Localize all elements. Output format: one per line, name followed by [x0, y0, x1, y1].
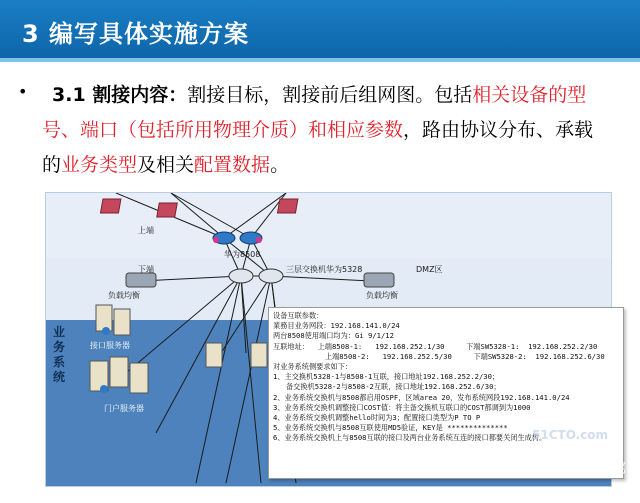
config-panel — [268, 307, 624, 479]
config-line: 互联地址： 上端8508-1: 192.168.252.1/30 下端SW5328-1: 192.168.252.2/30 — [273, 341, 598, 351]
slide-title-bar — [0, 0, 640, 62]
config-line: 上端8508-2: 192.168.252.5/30 下端SW5328-2: 192.168.252.6/30 — [273, 351, 605, 361]
lb-right-label: 负载均衡 — [366, 291, 398, 300]
bullet-marker: • — [18, 82, 28, 101]
portal-server-label: 门户服务器 — [104, 404, 144, 413]
config-line: 设备互联参数： — [273, 311, 324, 320]
highlight-device-params: 相关设备的型号、端口（包括所用物理介质）和相应参数 — [42, 84, 587, 141]
config-line: 1、主交换机5328-1与8508-1互联，接口地址192.168.252.2/30； — [273, 372, 500, 382]
config-line: 4、业务系统交换机调整hello时间为3；配置接口类型为P TO P — [273, 412, 481, 422]
highlight-config-data: 配置数据 — [194, 154, 271, 176]
config-line: 备交换机5328-2与8508-2互联，接口地址192.168.252.6/30； — [273, 382, 501, 392]
switch-label: 三层交换机华为5328 — [286, 265, 363, 274]
config-line: 2、业务系统交换机与8508都启用OSPF，区域area 20，发布系统网段192.168.141.0/24 — [273, 392, 570, 402]
site-watermark: 51CTO.com — [532, 428, 609, 442]
router-label: 华为8508 — [224, 250, 261, 259]
body-paragraph — [42, 78, 602, 183]
config-line: 5、业务系统交换机与8508互联使用MD5验证，KEY是 ************** — [273, 423, 508, 433]
business-system-label: 业务系统 — [53, 325, 66, 384]
config-line: 6、业务系统交换机上与8508互联的接口及两台业务系统互连的接口都要关闭生成树。 — [273, 433, 547, 443]
interface-server-label: 接口服务器 — [90, 341, 130, 350]
slide-title: 3 编写具体实施方案 — [22, 20, 250, 48]
dmz-label: DMZ区 — [416, 265, 443, 274]
config-line: 对业务系统侧要求如下： — [273, 361, 353, 371]
section-heading: 3.1 割接内容： — [52, 84, 188, 106]
zone-upper-label: 上端 — [138, 226, 154, 235]
para-text-4: 。 — [270, 154, 290, 176]
highlight-service-type: 业务类型 — [61, 154, 138, 176]
config-line: 3、业务系统交换机调整接口COST值：将主备交换机互联口的COST都调到为1000 — [273, 402, 531, 412]
zone-lower-label: 下端 — [138, 265, 154, 274]
lb-left-label: 负载均衡 — [108, 291, 140, 300]
source-watermark: 知乎 @网络运维俱乐部 — [471, 460, 626, 478]
para-text-2: ，路由协议分布、承载的 — [42, 119, 594, 176]
para-text-3: 及相关 — [137, 154, 195, 176]
router-icon — [213, 232, 262, 244]
config-line: 两台8508使用端口均为：Gi 9/1/12 — [273, 331, 394, 341]
para-text-1: 割接目标，割接前后组网图。包括 — [187, 84, 473, 106]
config-line: 業務目业务网段：192.168.141.0/24 — [273, 321, 400, 331]
